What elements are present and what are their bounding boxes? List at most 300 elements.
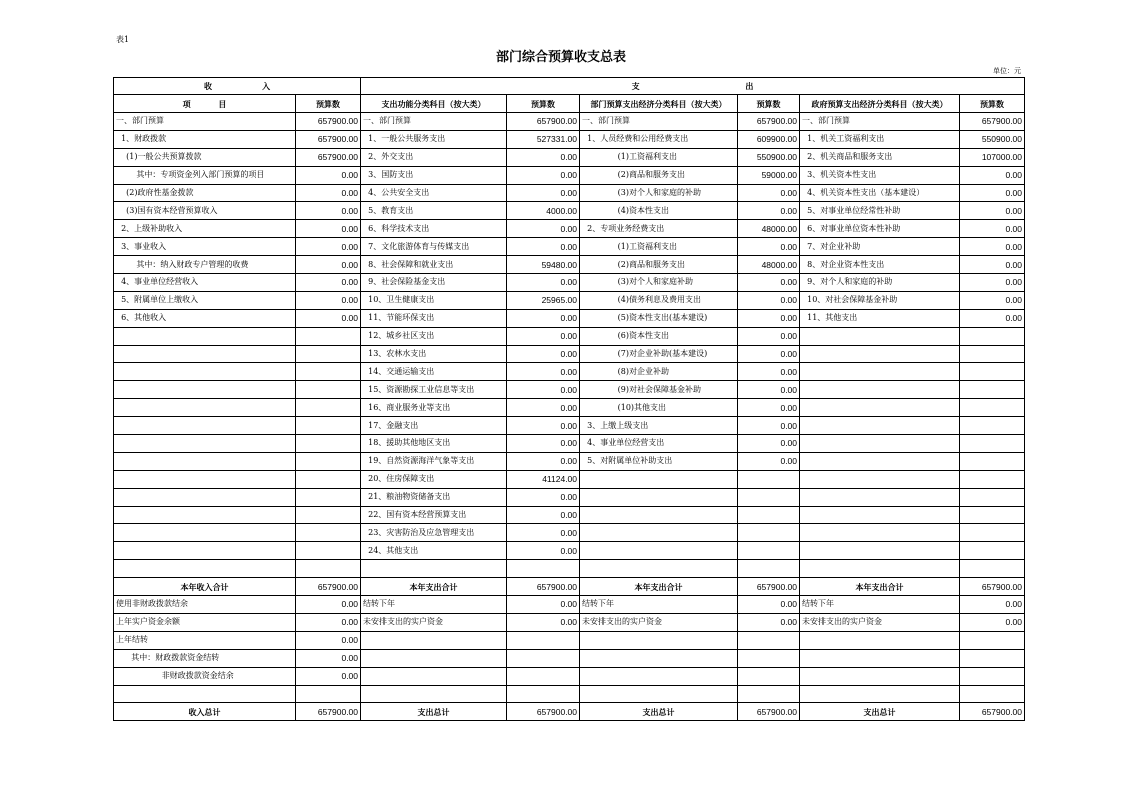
budget-amount-cell: 657900.00 bbox=[507, 703, 580, 721]
unit-label: 单位：元 bbox=[993, 67, 1021, 75]
item-label-cell: (2)政府性基金拨款 bbox=[114, 184, 296, 202]
item-label-cell: 12、城乡社区支出 bbox=[361, 327, 507, 345]
item-label-cell bbox=[580, 560, 738, 578]
budget-amount-cell: 0.00 bbox=[738, 399, 800, 417]
budget-amount-cell: 0.00 bbox=[507, 506, 580, 524]
item-label-cell bbox=[114, 435, 296, 453]
item-label-cell: 本年收入合计 bbox=[114, 578, 296, 596]
budget-amount-cell: 0.00 bbox=[507, 435, 580, 453]
col-header: 预算数 bbox=[960, 95, 1025, 113]
budget-amount-cell: 657900.00 bbox=[296, 578, 361, 596]
item-label-cell: 3、国防支出 bbox=[361, 166, 507, 184]
item-label-cell: 1、一般公共服务支出 bbox=[361, 130, 507, 148]
budget-amount-cell: 0.00 bbox=[507, 452, 580, 470]
budget-amount-cell bbox=[507, 560, 580, 578]
item-label-cell: 1、财政拨款 bbox=[114, 130, 296, 148]
budget-amount-cell: 0.00 bbox=[507, 488, 580, 506]
item-label-cell bbox=[580, 685, 738, 703]
item-label-cell bbox=[361, 667, 507, 685]
budget-amount-cell bbox=[507, 649, 580, 667]
item-label-cell bbox=[580, 667, 738, 685]
item-label-cell: 本年支出合计 bbox=[580, 578, 738, 596]
item-label-cell: 3、上缴上级支出 bbox=[580, 417, 738, 435]
item-label-cell: 2、外交支出 bbox=[361, 148, 507, 166]
item-label-cell: 一、部门预算 bbox=[361, 113, 507, 131]
budget-amount-cell: 0.00 bbox=[296, 291, 361, 309]
table-row bbox=[114, 452, 1025, 470]
item-label-cell: 13、农林水支出 bbox=[361, 345, 507, 363]
budget-amount-cell: 0.00 bbox=[296, 238, 361, 256]
table-row bbox=[114, 542, 1025, 560]
item-label-cell: 支出总计 bbox=[361, 703, 507, 721]
budget-amount-cell: 0.00 bbox=[960, 596, 1025, 614]
budget-amount-cell: 0.00 bbox=[296, 309, 361, 327]
table-row bbox=[114, 184, 1025, 202]
item-label-cell bbox=[800, 560, 960, 578]
item-label-cell: 4、事业单位经营收入 bbox=[114, 274, 296, 292]
budget-amount-cell: 48000.00 bbox=[738, 220, 800, 238]
budget-amount-cell bbox=[296, 345, 361, 363]
item-label-cell bbox=[114, 381, 296, 399]
item-label-cell bbox=[800, 417, 960, 435]
budget-amount-cell: 550900.00 bbox=[738, 148, 800, 166]
item-label-cell: (2)商品和服务支出 bbox=[580, 256, 738, 274]
budget-amount-cell bbox=[738, 542, 800, 560]
budget-amount-cell bbox=[960, 345, 1025, 363]
budget-amount-cell bbox=[738, 649, 800, 667]
budget-amount-cell: 0.00 bbox=[507, 524, 580, 542]
table-row bbox=[114, 417, 1025, 435]
budget-amount-cell bbox=[296, 417, 361, 435]
budget-amount-cell: 0.00 bbox=[507, 596, 580, 614]
item-label-cell: 5、对附属单位补助支出 bbox=[580, 452, 738, 470]
budget-amount-cell: 0.00 bbox=[738, 363, 800, 381]
item-label-cell: 22、国有资本经营预算支出 bbox=[361, 506, 507, 524]
budget-amount-cell: 0.00 bbox=[738, 327, 800, 345]
item-label-cell bbox=[580, 506, 738, 524]
budget-amount-cell bbox=[296, 452, 361, 470]
budget-amount-cell bbox=[296, 381, 361, 399]
budget-amount-cell bbox=[960, 506, 1025, 524]
table-row bbox=[114, 291, 1025, 309]
budget-amount-cell: 59000.00 bbox=[738, 166, 800, 184]
item-label-cell: 本年支出合计 bbox=[800, 578, 960, 596]
item-label-cell bbox=[800, 327, 960, 345]
budget-amount-cell: 0.00 bbox=[960, 238, 1025, 256]
item-label-cell: 4、公共安全支出 bbox=[361, 184, 507, 202]
budget-amount-cell bbox=[960, 542, 1025, 560]
item-label-cell: 20、住房保障支出 bbox=[361, 470, 507, 488]
table-row bbox=[114, 399, 1025, 417]
item-label-cell: (5)资本性支出(基本建设) bbox=[580, 309, 738, 327]
budget-amount-cell: 0.00 bbox=[296, 274, 361, 292]
item-label-cell: (8)对企业补助 bbox=[580, 363, 738, 381]
table-row bbox=[114, 274, 1025, 292]
budget-amount-cell bbox=[296, 327, 361, 345]
budget-amount-cell: 0.00 bbox=[960, 274, 1025, 292]
item-label-cell: 一、部门预算 bbox=[114, 113, 296, 131]
table-row bbox=[114, 506, 1025, 524]
budget-amount-cell: 657900.00 bbox=[738, 113, 800, 131]
item-label-cell bbox=[800, 470, 960, 488]
budget-amount-cell: 657900.00 bbox=[960, 578, 1025, 596]
budget-amount-cell: 0.00 bbox=[507, 220, 580, 238]
budget-amount-cell: 0.00 bbox=[507, 166, 580, 184]
table-row bbox=[114, 596, 1025, 614]
item-label-cell: 支出总计 bbox=[580, 703, 738, 721]
item-label-cell: 未安排支出的实户资金 bbox=[361, 613, 507, 631]
budget-amount-cell: 657900.00 bbox=[507, 578, 580, 596]
item-label-cell bbox=[800, 488, 960, 506]
item-label-cell: 3、事业收入 bbox=[114, 238, 296, 256]
col-header: 政府预算支出经济分类科目（按大类） bbox=[800, 95, 960, 113]
item-label-cell bbox=[580, 649, 738, 667]
item-label-cell: 其中：纳入财政专户管理的收费 bbox=[114, 256, 296, 274]
item-label-cell bbox=[361, 631, 507, 649]
item-label-cell bbox=[800, 345, 960, 363]
item-label-cell: 其中：财政拨款资金结转 bbox=[114, 649, 296, 667]
item-label-cell: 非财政拨款资金结余 bbox=[114, 667, 296, 685]
table-row bbox=[114, 435, 1025, 453]
budget-amount-cell bbox=[296, 560, 361, 578]
item-label-cell: (4)债务利息及费用支出 bbox=[580, 291, 738, 309]
budget-amount-cell: 0.00 bbox=[738, 381, 800, 399]
budget-amount-cell bbox=[960, 399, 1025, 417]
budget-amount-cell: 0.00 bbox=[738, 435, 800, 453]
item-label-cell: (6)资本性支出 bbox=[580, 327, 738, 345]
budget-amount-cell bbox=[507, 631, 580, 649]
budget-amount-cell: 0.00 bbox=[296, 256, 361, 274]
budget-amount-cell: 0.00 bbox=[507, 274, 580, 292]
item-label-cell bbox=[361, 560, 507, 578]
item-label-cell: 一、部门预算 bbox=[800, 113, 960, 131]
budget-amount-cell: 0.00 bbox=[960, 202, 1025, 220]
item-label-cell: 6、科学技术支出 bbox=[361, 220, 507, 238]
budget-amount-cell bbox=[738, 488, 800, 506]
budget-amount-cell: 0.00 bbox=[507, 184, 580, 202]
item-label-cell: 6、对事业单位资本性补助 bbox=[800, 220, 960, 238]
item-label-cell: 16、商业服务业等支出 bbox=[361, 399, 507, 417]
item-label-cell: 11、节能环保支出 bbox=[361, 309, 507, 327]
budget-amount-cell bbox=[738, 506, 800, 524]
budget-amount-cell: 0.00 bbox=[960, 613, 1025, 631]
item-label-cell: 结转下年 bbox=[800, 596, 960, 614]
item-label-cell: (7)对企业补助(基本建设) bbox=[580, 345, 738, 363]
budget-amount-cell bbox=[960, 488, 1025, 506]
budget-amount-cell bbox=[296, 470, 361, 488]
item-label-cell bbox=[800, 452, 960, 470]
budget-amount-cell bbox=[738, 685, 800, 703]
budget-amount-cell: 0.00 bbox=[738, 291, 800, 309]
budget-amount-cell: 657900.00 bbox=[296, 148, 361, 166]
item-label-cell bbox=[800, 667, 960, 685]
table-row bbox=[114, 166, 1025, 184]
item-label-cell: 19、自然资源海洋气象等支出 bbox=[361, 452, 507, 470]
budget-amount-cell bbox=[296, 435, 361, 453]
col-header: 部门预算支出经济分类科目（按大类） bbox=[580, 95, 738, 113]
income-header: 收 入 bbox=[114, 78, 361, 95]
budget-amount-cell bbox=[296, 488, 361, 506]
table-row bbox=[114, 130, 1025, 148]
budget-amount-cell: 657900.00 bbox=[296, 130, 361, 148]
budget-amount-cell bbox=[738, 470, 800, 488]
item-label-cell bbox=[114, 506, 296, 524]
grand-total-row bbox=[114, 703, 1025, 721]
table-row bbox=[114, 685, 1025, 703]
item-label-cell: 使用非财政拨款结余 bbox=[114, 596, 296, 614]
budget-amount-cell bbox=[296, 524, 361, 542]
table-row bbox=[114, 345, 1025, 363]
table-row bbox=[114, 488, 1025, 506]
budget-amount-cell: 657900.00 bbox=[507, 113, 580, 131]
budget-amount-cell: 0.00 bbox=[507, 542, 580, 560]
year-total-row bbox=[114, 578, 1025, 596]
item-label-cell: 3、机关资本性支出 bbox=[800, 166, 960, 184]
item-label-cell: (2)商品和服务支出 bbox=[580, 166, 738, 184]
table-row bbox=[114, 613, 1025, 631]
budget-amount-cell: 0.00 bbox=[507, 238, 580, 256]
item-label-cell: (1)一般公共预算拨款 bbox=[114, 148, 296, 166]
item-label-cell: 15、资源勘探工业信息等支出 bbox=[361, 381, 507, 399]
budget-amount-cell bbox=[296, 542, 361, 560]
table-row bbox=[114, 327, 1025, 345]
item-label-cell bbox=[361, 685, 507, 703]
budget-amount-cell: 657900.00 bbox=[296, 113, 361, 131]
table-row bbox=[114, 524, 1025, 542]
item-label-cell: 结转下年 bbox=[361, 596, 507, 614]
budget-amount-cell: 0.00 bbox=[738, 238, 800, 256]
budget-amount-cell: 0.00 bbox=[960, 309, 1025, 327]
item-label-cell: 未安排支出的实户资金 bbox=[800, 613, 960, 631]
budget-amount-cell: 657900.00 bbox=[960, 703, 1025, 721]
budget-amount-cell: 0.00 bbox=[960, 220, 1025, 238]
table-row bbox=[114, 363, 1025, 381]
budget-amount-cell bbox=[507, 667, 580, 685]
col-header: 预算数 bbox=[507, 95, 580, 113]
item-label-cell: 本年支出合计 bbox=[361, 578, 507, 596]
item-label-cell bbox=[800, 381, 960, 399]
budget-amount-cell: 0.00 bbox=[738, 596, 800, 614]
item-label-cell: (4)资本性支出 bbox=[580, 202, 738, 220]
budget-amount-cell: 0.00 bbox=[296, 220, 361, 238]
budget-amount-cell bbox=[738, 667, 800, 685]
item-label-cell bbox=[114, 345, 296, 363]
item-label-cell: 上年实户资金余额 bbox=[114, 613, 296, 631]
header-row-2 bbox=[114, 95, 1025, 113]
budget-amount-cell: 59480.00 bbox=[507, 256, 580, 274]
expense-header: 支 出 bbox=[361, 78, 1025, 95]
item-label-cell: 5、附属单位上缴收入 bbox=[114, 291, 296, 309]
budget-amount-cell bbox=[296, 363, 361, 381]
table-row bbox=[114, 631, 1025, 649]
budget-amount-cell: 0.00 bbox=[296, 184, 361, 202]
item-label-cell: 6、其他收入 bbox=[114, 309, 296, 327]
budget-amount-cell bbox=[738, 560, 800, 578]
page-title: 部门综合预算收支总表 bbox=[495, 50, 626, 65]
item-label-cell: 14、交通运输支出 bbox=[361, 363, 507, 381]
budget-amount-cell: 0.00 bbox=[960, 184, 1025, 202]
col-header: 预算数 bbox=[738, 95, 800, 113]
budget-amount-cell: 0.00 bbox=[507, 309, 580, 327]
budget-amount-cell: 0.00 bbox=[296, 667, 361, 685]
table-row bbox=[114, 220, 1025, 238]
item-label-cell: 10、对社会保障基金补助 bbox=[800, 291, 960, 309]
item-label-cell bbox=[580, 488, 738, 506]
item-label-cell bbox=[580, 542, 738, 560]
item-label-cell: 5、对事业单位经常性补助 bbox=[800, 202, 960, 220]
table-row bbox=[114, 470, 1025, 488]
item-label-cell: 9、社会保险基金支出 bbox=[361, 274, 507, 292]
table-row bbox=[114, 560, 1025, 578]
item-label-cell: 未安排支出的实户资金 bbox=[580, 613, 738, 631]
item-label-cell: 支出总计 bbox=[800, 703, 960, 721]
item-label-cell bbox=[800, 524, 960, 542]
item-label-cell: (3)国有资本经营预算收入 bbox=[114, 202, 296, 220]
item-label-cell: 2、上级补助收入 bbox=[114, 220, 296, 238]
budget-amount-cell bbox=[296, 685, 361, 703]
budget-amount-cell: 0.00 bbox=[507, 399, 580, 417]
table-row bbox=[114, 667, 1025, 685]
item-label-cell bbox=[114, 399, 296, 417]
table-row bbox=[114, 238, 1025, 256]
budget-amount-cell: 657900.00 bbox=[738, 578, 800, 596]
item-label-cell bbox=[114, 542, 296, 560]
budget-amount-cell: 657900.00 bbox=[296, 703, 361, 721]
item-label-cell: 其中：专项资金列入部门预算的项目 bbox=[114, 166, 296, 184]
col-header: 预算数 bbox=[296, 95, 361, 113]
col-header: 项 目 bbox=[114, 95, 296, 113]
table-row bbox=[114, 148, 1025, 166]
budget-amount-cell: 657900.00 bbox=[960, 113, 1025, 131]
table-body bbox=[114, 78, 1025, 721]
item-label-cell bbox=[114, 524, 296, 542]
item-label-cell: 8、对企业资本性支出 bbox=[800, 256, 960, 274]
item-label-cell bbox=[114, 560, 296, 578]
budget-amount-cell: 0.00 bbox=[296, 649, 361, 667]
budget-amount-cell: 0.00 bbox=[738, 613, 800, 631]
item-label-cell bbox=[800, 631, 960, 649]
item-label-cell: 4、事业单位经营支出 bbox=[580, 435, 738, 453]
item-label-cell: 上年结转 bbox=[114, 631, 296, 649]
item-label-cell: 23、灾害防治及应急管理支出 bbox=[361, 524, 507, 542]
budget-amount-cell: 0.00 bbox=[507, 148, 580, 166]
item-label-cell: 8、社会保障和就业支出 bbox=[361, 256, 507, 274]
table-row bbox=[114, 202, 1025, 220]
budget-amount-cell: 0.00 bbox=[960, 291, 1025, 309]
item-label-cell bbox=[580, 524, 738, 542]
item-label-cell bbox=[800, 542, 960, 560]
budget-amount-cell bbox=[960, 649, 1025, 667]
item-label-cell: 结转下年 bbox=[580, 596, 738, 614]
budget-amount-cell bbox=[960, 667, 1025, 685]
item-label-cell: 9、对个人和家庭的补助 bbox=[800, 274, 960, 292]
budget-amount-cell: 609900.00 bbox=[738, 130, 800, 148]
budget-amount-cell: 0.00 bbox=[738, 274, 800, 292]
budget-amount-cell: 0.00 bbox=[507, 327, 580, 345]
budget-amount-cell: 0.00 bbox=[296, 166, 361, 184]
budget-amount-cell bbox=[738, 524, 800, 542]
item-label-cell: 11、其他支出 bbox=[800, 309, 960, 327]
header-row-1 bbox=[114, 78, 1025, 95]
item-label-cell: 18、援助其他地区支出 bbox=[361, 435, 507, 453]
item-label-cell: 4、机关资本性支出（基本建设） bbox=[800, 184, 960, 202]
item-label-cell: 24、其他支出 bbox=[361, 542, 507, 560]
budget-amount-cell: 0.00 bbox=[738, 309, 800, 327]
budget-amount-cell: 527331.00 bbox=[507, 130, 580, 148]
budget-amount-cell bbox=[296, 506, 361, 524]
item-label-cell: 收入总计 bbox=[114, 703, 296, 721]
item-label-cell: 2、专项业务经费支出 bbox=[580, 220, 738, 238]
budget-amount-cell bbox=[960, 470, 1025, 488]
item-label-cell bbox=[114, 470, 296, 488]
item-label-cell: 7、对企业补助 bbox=[800, 238, 960, 256]
item-label-cell bbox=[114, 488, 296, 506]
item-label-cell: (10)其他支出 bbox=[580, 399, 738, 417]
budget-amount-cell: 48000.00 bbox=[738, 256, 800, 274]
item-label-cell: (1)工资福利支出 bbox=[580, 238, 738, 256]
budget-amount-cell bbox=[960, 452, 1025, 470]
item-label-cell bbox=[114, 685, 296, 703]
budget-amount-cell: 0.00 bbox=[296, 202, 361, 220]
item-label-cell: 5、教育支出 bbox=[361, 202, 507, 220]
item-label-cell: (1)工资福利支出 bbox=[580, 148, 738, 166]
budget-amount-cell bbox=[960, 381, 1025, 399]
budget-amount-cell: 657900.00 bbox=[738, 703, 800, 721]
budget-amount-cell: 550900.00 bbox=[960, 130, 1025, 148]
item-label-cell: 2、机关商品和服务支出 bbox=[800, 148, 960, 166]
table-row bbox=[114, 309, 1025, 327]
item-label-cell: 7、文化旅游体育与传媒支出 bbox=[361, 238, 507, 256]
col-header: 支出功能分类科目（按大类） bbox=[361, 95, 507, 113]
budget-amount-cell bbox=[960, 524, 1025, 542]
budget-amount-cell: 107000.00 bbox=[960, 148, 1025, 166]
budget-table bbox=[113, 77, 1025, 721]
item-label-cell: 1、机关工资福利支出 bbox=[800, 130, 960, 148]
budget-amount-cell bbox=[960, 363, 1025, 381]
item-label-cell bbox=[114, 363, 296, 381]
budget-amount-cell: 0.00 bbox=[507, 381, 580, 399]
budget-amount-cell bbox=[960, 560, 1025, 578]
budget-amount-cell bbox=[507, 685, 580, 703]
budget-amount-cell bbox=[960, 685, 1025, 703]
item-label-cell bbox=[580, 631, 738, 649]
item-label-cell: 一、部门预算 bbox=[580, 113, 738, 131]
table-row bbox=[114, 649, 1025, 667]
item-label-cell: 21、粮油物资储备支出 bbox=[361, 488, 507, 506]
item-label-cell: (9)对社会保障基金补助 bbox=[580, 381, 738, 399]
budget-amount-cell: 4000.00 bbox=[507, 202, 580, 220]
table-number: 表1 bbox=[116, 35, 130, 44]
table-row bbox=[114, 256, 1025, 274]
budget-amount-cell: 0.00 bbox=[738, 184, 800, 202]
budget-amount-cell: 0.00 bbox=[738, 345, 800, 363]
budget-amount-cell: 0.00 bbox=[960, 166, 1025, 184]
item-label-cell bbox=[800, 649, 960, 667]
budget-amount-cell: 41124.00 bbox=[507, 470, 580, 488]
budget-amount-cell: 0.00 bbox=[296, 631, 361, 649]
budget-amount-cell bbox=[960, 327, 1025, 345]
budget-amount-cell: 0.00 bbox=[296, 613, 361, 631]
budget-amount-cell: 0.00 bbox=[507, 363, 580, 381]
budget-amount-cell: 25965.00 bbox=[507, 291, 580, 309]
budget-amount-cell bbox=[738, 631, 800, 649]
item-label-cell: 17、金融支出 bbox=[361, 417, 507, 435]
item-label-cell bbox=[800, 363, 960, 381]
item-label-cell bbox=[114, 417, 296, 435]
item-label-cell: (3)对个人和家庭的补助 bbox=[580, 184, 738, 202]
budget-amount-cell: 0.00 bbox=[507, 417, 580, 435]
item-label-cell: 10、卫生健康支出 bbox=[361, 291, 507, 309]
